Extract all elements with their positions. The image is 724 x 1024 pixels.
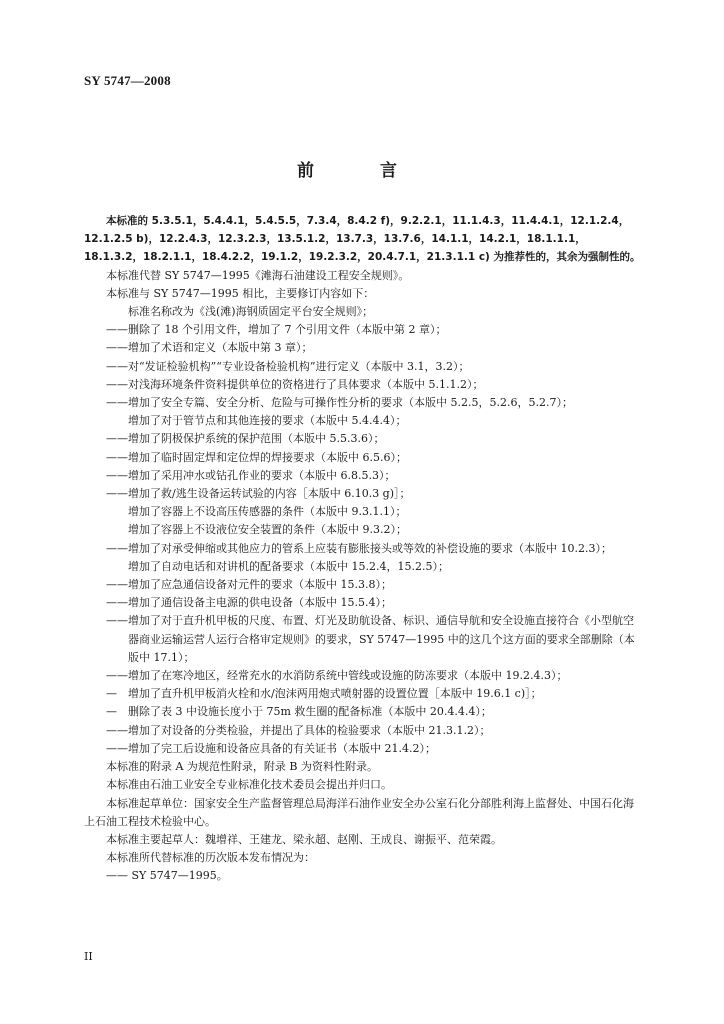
change-text: 增加了直升机甲板消火栓和水/泡沫两用炮式喷射器的设置位置［本版中 19.6.1 c)］；	[128, 687, 542, 701]
change-text: 增加了在寒冷地区，经常充水的水消防系统中管线或设施的防冻要求（本版中 19.2.4.3）；	[128, 669, 568, 683]
change-text: 增加了应急通信设备对元件的要求（本版中 15.3.8）；	[128, 578, 392, 592]
change-text: 增加了容器上不设液位安全装置的条件（本版中 9.3.2）；	[128, 523, 407, 537]
closing-paragraph: 本标准主要起草人：魏增祥、王建龙、梁永超、赵刚、王成良、谢振平、范荣霞。	[106, 832, 502, 846]
changes-list	[84, 303, 642, 758]
change-text: 删除了表 3 中设施长度小于 75m 救生圈的配备标准（本版中 20.4.4.4）；	[128, 705, 492, 719]
compare-paragraph: 本标准与 SY 5747—1995 相比，主要修订内容如下：	[106, 286, 375, 300]
closing-paragraph: 本标准由石油工业安全专业标准化技术委员会提出并归口。	[106, 778, 392, 792]
change-text: 增加了采用冲水或钻孔作业的要求（本版中 6.8.5.3）；	[128, 468, 396, 482]
dash-marker: ——	[106, 432, 128, 446]
change-text: 增加了完工后设施和设备应具备的有关证书（本版中 21.4.2）；	[128, 741, 436, 755]
change-text: 增加了对于直升机甲板的尺度、布置、灯光及助航设备、标识、通信导航和安全设施直接符合《小型航空器商业运输运营人运行合格审定规则》的要求，SY 5747—1995 中的这几个这方面的要求全部删除（本版中 17.1）；	[128, 614, 635, 664]
change-text: 标准名称改为《浅(滩)海钢质固定平台安全规则》；	[128, 305, 374, 319]
dash-marker: ——	[106, 359, 128, 373]
replaces-paragraph: 本标准代替 SY 5747—1995《滩海石油建设工程安全规则》。	[106, 268, 410, 282]
dash-marker: ——	[106, 614, 128, 628]
change-text: 增加了对设备的分类检验，并提出了具体的检验要求（本版中 21.3.1.2）；	[128, 723, 491, 737]
closing-list	[84, 758, 642, 867]
dash-marker: ——	[106, 341, 128, 355]
change-item	[84, 339, 642, 357]
change-item	[84, 558, 642, 576]
change-item	[84, 722, 642, 740]
page-title: 前 言	[297, 161, 427, 181]
change-item	[84, 576, 642, 594]
change-text: 增加了对于管节点和其他连接的要求（本版中 5.4.4.4）；	[128, 414, 407, 428]
closing-paragraph: 本标准的附录 A 为规范性附录，附录 B 为资料性附录。	[106, 760, 379, 774]
change-text: 删除了 18 个引用文件，增加了 7 个引用文件（本版中第 2 章）；	[128, 323, 447, 337]
change-text: 对“发证检验机构”“专业设备检验机构”进行定义（本版中 3.1，3.2）；	[128, 359, 470, 373]
change-item	[84, 521, 642, 539]
change-text: 增加了通信设备主电源的供电设备（本版中 15.5.4）；	[128, 596, 392, 610]
change-item	[84, 303, 642, 321]
dash-marker: ——	[106, 541, 128, 555]
change-item	[84, 703, 642, 721]
change-text: 增加了对承受伸缩或其他应力的管系上应装有膨胀接头或等效的补偿设施的要求（本版中 10.2.3）；	[128, 541, 612, 555]
change-item	[84, 394, 642, 412]
change-text: 增加了术语和定义（本版中第 3 章）；	[128, 341, 313, 355]
change-text: 增加了阴极保护系统的保护范围（本版中 5.5.3.6）；	[128, 432, 385, 446]
change-item	[84, 412, 642, 430]
page-number: II	[84, 950, 93, 963]
change-item	[84, 667, 642, 685]
dash-marker: ——	[106, 396, 128, 410]
dash-marker: ——	[106, 578, 128, 592]
intro-paragraph: 本标准的 5.3.5.1，5.4.4.1，5.4.5.5，7.3.4，8.4.2 f)，9.2.2.1，11.1.4.3，11.4.4.1，12.1.2.4，12.1.2.5 b)，12.2.4.3，12.3.2.3，13.5.1.2，13.7.3，13.7.6，14.1.1，14.2.1，18.1.1.1，18.1.3.2，18.2.1.1，18.4.2.2，19.1.2，19.2.3.2，20.4.7.1，21.3.1.1 c) 为推荐性的，其余为强制性的。	[84, 215, 641, 264]
change-item	[84, 449, 642, 467]
change-item	[84, 540, 642, 558]
change-text: 增加了救/逃生设备运转试验的内容［本版中 6.10.3 g)］；	[128, 487, 411, 501]
change-item	[84, 430, 642, 448]
change-text: 增加了临时固定焊和定位焊的焊接要求（本版中 6.5.6）；	[128, 450, 407, 464]
change-item	[84, 321, 642, 339]
change-text: 对浅海环境条件资料提供单位的资格进行了具体要求（本版中 5.1.1.2）；	[128, 377, 484, 391]
dash-marker: ——	[106, 468, 128, 482]
dash-marker: —	[106, 705, 117, 719]
dash-marker: ——	[106, 450, 128, 464]
change-text: 增加了容器上不设高压传感器的条件（本版中 9.3.1.1）；	[128, 505, 407, 519]
history-item: —— SY 5747—1995。	[106, 869, 228, 883]
document-body	[84, 212, 642, 886]
dash-marker: ——	[106, 487, 128, 501]
change-text: 增加了自动电话和对讲机的配备要求（本版中 15.2.4，15.2.5）；	[128, 559, 449, 573]
document-header: SY 5747—2008	[84, 73, 171, 88]
dash-marker: ——	[106, 596, 128, 610]
dash-marker: —	[106, 687, 117, 701]
dash-marker: ——	[106, 669, 128, 683]
change-item	[84, 485, 642, 503]
change-item	[84, 740, 642, 758]
change-item	[84, 612, 642, 667]
change-item	[84, 376, 642, 394]
change-item	[84, 358, 642, 376]
closing-paragraph: 本标准所代替标准的历次版本发布情况为：	[106, 851, 315, 865]
dash-marker: ——	[106, 323, 128, 337]
change-text: 增加了安全专篇、安全分析、危险与可操作性分析的要求（本版中 5.2.5，5.2.6，5.2.7）；	[128, 396, 573, 410]
dash-marker: ——	[106, 723, 128, 737]
closing-paragraph: 本标准起草单位：国家安全生产监督管理总局海洋石油作业安全办公室石化分部胜利海上监督处、中国石化海上石油工程技术检验中心。	[84, 796, 634, 828]
dash-marker: ——	[106, 377, 128, 391]
change-item	[84, 594, 642, 612]
dash-marker: ——	[106, 741, 128, 755]
change-item	[84, 467, 642, 485]
change-item	[84, 685, 642, 703]
change-item	[84, 503, 642, 521]
